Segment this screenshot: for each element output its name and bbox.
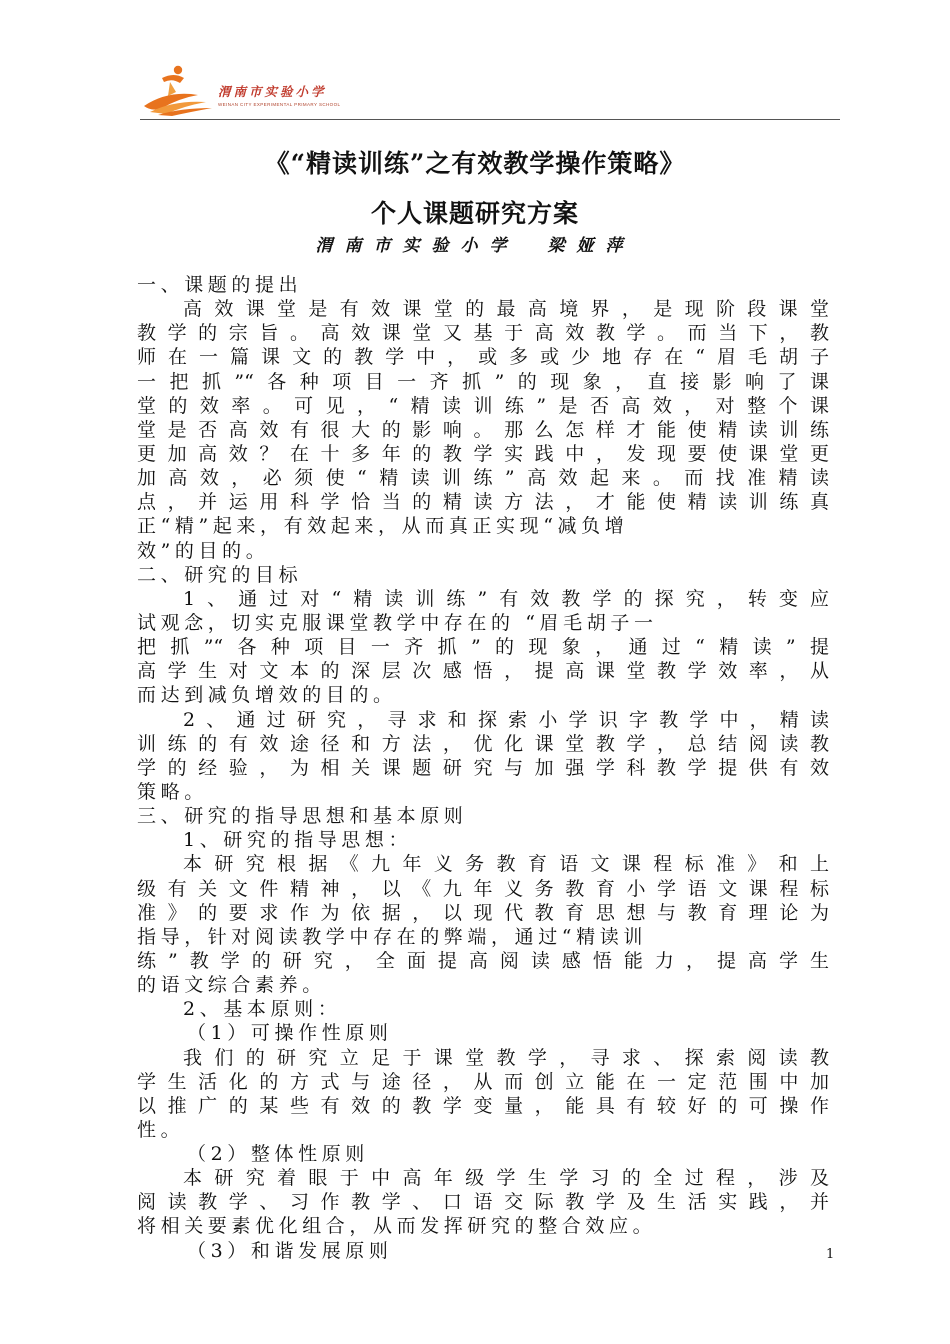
- section-heading: 二、研究的目标: [137, 563, 303, 586]
- document-title: 《“精读训练”之有效教学操作策略》: [264, 149, 686, 178]
- paragraph-line: 试观念，切实克服课堂教学中存在的 “眉毛胡子一: [137, 611, 658, 634]
- paragraph-line: 高效课堂是有效课堂的最高境界，是现阶段课堂: [183, 298, 829, 321]
- paragraph-line: 以推广的某些有效的教学变量，能具有较好的可操作: [137, 1094, 829, 1117]
- header-divider: [140, 119, 840, 120]
- paragraph-line: 我们的研究立足于课堂教学，寻求、探索阅读教: [183, 1046, 829, 1069]
- paragraph-line: 性。: [137, 1118, 185, 1141]
- school-name-en: WEINAN CITY EXPERIMENTAL PRIMARY SCHOOL: [218, 102, 341, 107]
- page-header: [140, 62, 840, 120]
- principle-heading: （1）可操作性原则: [187, 1022, 393, 1045]
- paragraph-line: 指导，针对阅读教学中存在的弊端，通过“精读训: [137, 925, 647, 948]
- page-number: 1: [826, 1247, 835, 1262]
- principle-heading: （2）整体性原则: [187, 1143, 369, 1166]
- paragraph-line: 加高效，必须使“精读训练”高效起来。而找准精读: [137, 467, 829, 490]
- paragraph-line: 师在一篇课文的教学中，或多或少地存在“眉毛胡子: [137, 346, 829, 369]
- paragraph-line: 练”教学的研究，全面提高阅读感悟能力，提高学生: [137, 949, 829, 972]
- paragraph-line: 学的经验，为相关课题研究与加强学科教学提供有效: [137, 756, 829, 779]
- paragraph-line: 1、通过对“精读训练”有效教学的探究，转变应: [183, 587, 829, 610]
- paragraph-line: 一把抓”“各种项目一齐抓”的现象，直接影响了课: [137, 370, 829, 393]
- author-line: 渭南市实验小学 梁娅萍: [315, 236, 635, 256]
- school-logo-icon: [140, 62, 214, 116]
- paragraph-line: 学生活化的方式与途径，从而创立能在一定范围中加: [137, 1070, 829, 1093]
- paragraph-line: 本研究根据《九年义务教育语文课程标准》和上: [183, 853, 829, 876]
- paragraph-line: 准》的要求作为依据，以现代教育思想与教育理论为: [137, 901, 829, 924]
- paragraph-line: 堂的效率。可见，“精读训练”是否高效，对整个课: [137, 394, 829, 417]
- paragraph-line: 效”的目的。: [137, 539, 270, 562]
- paragraph-line: 本研究着眼于中高年级学生学习的全过程，涉及: [183, 1167, 829, 1190]
- paragraph-line: 策略。: [137, 780, 208, 803]
- paragraph-line: 级有关文件精神，以《九年义务教育小学语文课程标: [137, 877, 829, 900]
- paragraph-line: 阅读教学、习作教学、口语交际教学及生活实践，并: [137, 1191, 829, 1214]
- paragraph-line: 更加高效？在十多年的教学实践中，发现要使课堂更: [137, 442, 829, 465]
- paragraph-line: 教学的宗旨。高效课堂又基于高效教学。而当下，教: [137, 322, 829, 345]
- paragraph-line: 训练的有效途径和方法，优化课堂教学，总结阅读教: [137, 732, 829, 755]
- paragraph-line: 的语文综合素养。: [137, 974, 326, 997]
- paragraph-line: 正“精”起来，有效起来，从而真正实现“减负增: [137, 515, 629, 538]
- document-subtitle: 个人课题研究方案: [370, 199, 579, 228]
- paragraph-line: 将相关要素优化组合，从而发挥研究的整合效应。: [137, 1215, 657, 1238]
- paragraph-line: 高学生对文本的深层次感悟，提高课堂教学效率，从: [137, 660, 829, 683]
- paragraph-line: 2、通过研究，寻求和探索小学识字教学中，精读: [183, 708, 829, 731]
- document-body: [137, 273, 829, 1263]
- subsection-heading: 1、研究的指导思想：: [183, 829, 413, 852]
- paragraph-line: 点，并运用科学恰当的精读方法，才能使精读训练真: [137, 491, 829, 514]
- paragraph-line: 把抓”“各种项目一齐抓”的现象，通过“精读”提: [137, 636, 829, 659]
- school-name-cn: 渭南市实验小学: [218, 84, 327, 99]
- principle-heading: （3）和谐发展原则: [187, 1239, 393, 1262]
- paragraph-line: 堂是否高效有很大的影响。那么怎样才能使精读训练: [137, 418, 829, 441]
- subsection-heading: 2、基本原则：: [183, 998, 342, 1021]
- section-heading: 三、研究的指导思想和基本原则: [137, 805, 468, 828]
- section-heading: 一、课题的提出: [137, 274, 303, 296]
- paragraph-line: 而达到减负增效的目的。: [137, 684, 397, 707]
- school-brand: [218, 82, 340, 107]
